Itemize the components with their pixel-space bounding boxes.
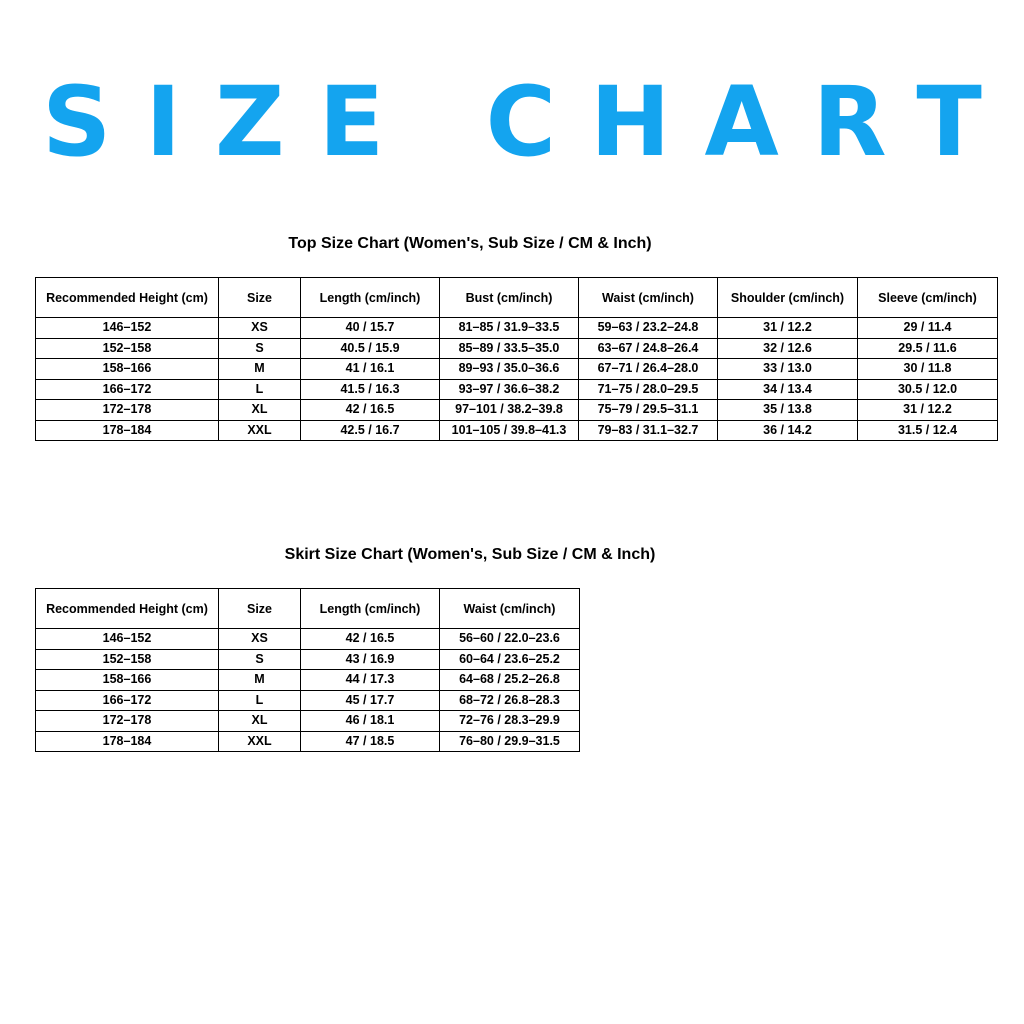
table-cell: 32 / 12.6 xyxy=(718,338,858,359)
table-cell: 172–178 xyxy=(36,400,219,421)
table-cell: 146–152 xyxy=(36,318,219,339)
column-header-height: Recommended Height (cm) xyxy=(36,589,219,629)
top-table-body xyxy=(36,318,998,441)
page-title: SIZE CHART xyxy=(42,66,1016,178)
table-cell: 45 / 17.7 xyxy=(301,690,440,711)
column-header-height: Recommended Height (cm) xyxy=(36,278,219,318)
table-cell: M xyxy=(219,670,301,691)
table-cell: 68–72 / 26.8–28.3 xyxy=(440,690,580,711)
table-cell: 46 / 18.1 xyxy=(301,711,440,732)
table-cell: XXL xyxy=(219,731,301,752)
table-cell: 36 / 14.2 xyxy=(718,420,858,441)
column-header-waist: Waist (cm/inch) xyxy=(579,278,718,318)
skirt-size-table xyxy=(35,588,580,752)
column-header-size: Size xyxy=(219,278,301,318)
table-cell: XS xyxy=(219,318,301,339)
table-row xyxy=(36,318,998,339)
column-header-bust: Bust (cm/inch) xyxy=(440,278,579,318)
table-cell: 41 / 16.1 xyxy=(301,359,440,380)
table-cell: 60–64 / 23.6–25.2 xyxy=(440,649,580,670)
table-header-row xyxy=(36,278,998,318)
table-cell: 33 / 13.0 xyxy=(718,359,858,380)
column-header-sleeve: Sleeve (cm/inch) xyxy=(858,278,998,318)
table-cell: 178–184 xyxy=(36,420,219,441)
table-cell: 72–76 / 28.3–29.9 xyxy=(440,711,580,732)
table-cell: M xyxy=(219,359,301,380)
top-size-table xyxy=(35,277,998,441)
table-cell: 85–89 / 33.5–35.0 xyxy=(440,338,579,359)
table-cell: 93–97 / 36.6–38.2 xyxy=(440,379,579,400)
table-cell: 30 / 11.8 xyxy=(858,359,998,380)
table-cell: S xyxy=(219,338,301,359)
table-cell: 172–178 xyxy=(36,711,219,732)
column-header-length: Length (cm/inch) xyxy=(301,278,440,318)
column-header-shoulder: Shoulder (cm/inch) xyxy=(718,278,858,318)
table-cell: L xyxy=(219,379,301,400)
table-cell: 41.5 / 16.3 xyxy=(301,379,440,400)
table-cell: XL xyxy=(219,400,301,421)
column-header-waist: Waist (cm/inch) xyxy=(440,589,580,629)
table-cell: 81–85 / 31.9–33.5 xyxy=(440,318,579,339)
table-header-row xyxy=(36,589,580,629)
table-cell: XL xyxy=(219,711,301,732)
table-cell: 63–67 / 24.8–26.4 xyxy=(579,338,718,359)
table-cell: 64–68 / 25.2–26.8 xyxy=(440,670,580,691)
table-row xyxy=(36,670,580,691)
table-cell: 40.5 / 15.9 xyxy=(301,338,440,359)
table-cell: 158–166 xyxy=(36,670,219,691)
table-row xyxy=(36,420,998,441)
table-row xyxy=(36,400,998,421)
table-cell: 166–172 xyxy=(36,690,219,711)
table-cell: 44 / 17.3 xyxy=(301,670,440,691)
table-cell: S xyxy=(219,649,301,670)
table-row xyxy=(36,379,998,400)
skirt-table-body xyxy=(36,629,580,752)
table-cell: 71–75 / 28.0–29.5 xyxy=(579,379,718,400)
table-cell: L xyxy=(219,690,301,711)
table-cell: 42.5 / 16.7 xyxy=(301,420,440,441)
table-row xyxy=(36,649,580,670)
table-cell: 166–172 xyxy=(36,379,219,400)
table-row xyxy=(36,359,998,380)
table-cell: 29.5 / 11.6 xyxy=(858,338,998,359)
table-cell: 34 / 13.4 xyxy=(718,379,858,400)
table-cell: 56–60 / 22.0–23.6 xyxy=(440,629,580,650)
table-cell: 35 / 13.8 xyxy=(718,400,858,421)
table-cell: 67–71 / 26.4–28.0 xyxy=(579,359,718,380)
table-cell: 30.5 / 12.0 xyxy=(858,379,998,400)
skirt-size-chart-title: Skirt Size Chart (Women's, Sub Size / CM & Inch) xyxy=(284,546,656,563)
column-header-size: Size xyxy=(219,589,301,629)
table-cell: 31 / 12.2 xyxy=(718,318,858,339)
table-cell: 59–63 / 23.2–24.8 xyxy=(579,318,718,339)
table-row xyxy=(36,338,998,359)
table-cell: 31.5 / 12.4 xyxy=(858,420,998,441)
table-cell: 42 / 16.5 xyxy=(301,400,440,421)
column-header-length: Length (cm/inch) xyxy=(301,589,440,629)
table-cell: 29 / 11.4 xyxy=(858,318,998,339)
table-cell: 152–158 xyxy=(36,338,219,359)
table-cell: 40 / 15.7 xyxy=(301,318,440,339)
table-cell: 79–83 / 31.1–32.7 xyxy=(579,420,718,441)
table-cell: 42 / 16.5 xyxy=(301,629,440,650)
table-cell: 43 / 16.9 xyxy=(301,649,440,670)
table-cell: 152–158 xyxy=(36,649,219,670)
table-cell: 101–105 / 39.8–41.3 xyxy=(440,420,579,441)
top-size-chart-title: Top Size Chart (Women's, Sub Size / CM & Inch) xyxy=(288,235,652,252)
table-cell: 178–184 xyxy=(36,731,219,752)
table-cell: XXL xyxy=(219,420,301,441)
table-cell: 47 / 18.5 xyxy=(301,731,440,752)
table-row xyxy=(36,711,580,732)
table-cell: 31 / 12.2 xyxy=(858,400,998,421)
table-cell: 75–79 / 29.5–31.1 xyxy=(579,400,718,421)
table-cell: 146–152 xyxy=(36,629,219,650)
table-cell: 76–80 / 29.9–31.5 xyxy=(440,731,580,752)
table-cell: 89–93 / 35.0–36.6 xyxy=(440,359,579,380)
table-row xyxy=(36,690,580,711)
table-cell: XS xyxy=(219,629,301,650)
table-cell: 97–101 / 38.2–39.8 xyxy=(440,400,579,421)
table-cell: 158–166 xyxy=(36,359,219,380)
table-row xyxy=(36,629,580,650)
table-row xyxy=(36,731,580,752)
